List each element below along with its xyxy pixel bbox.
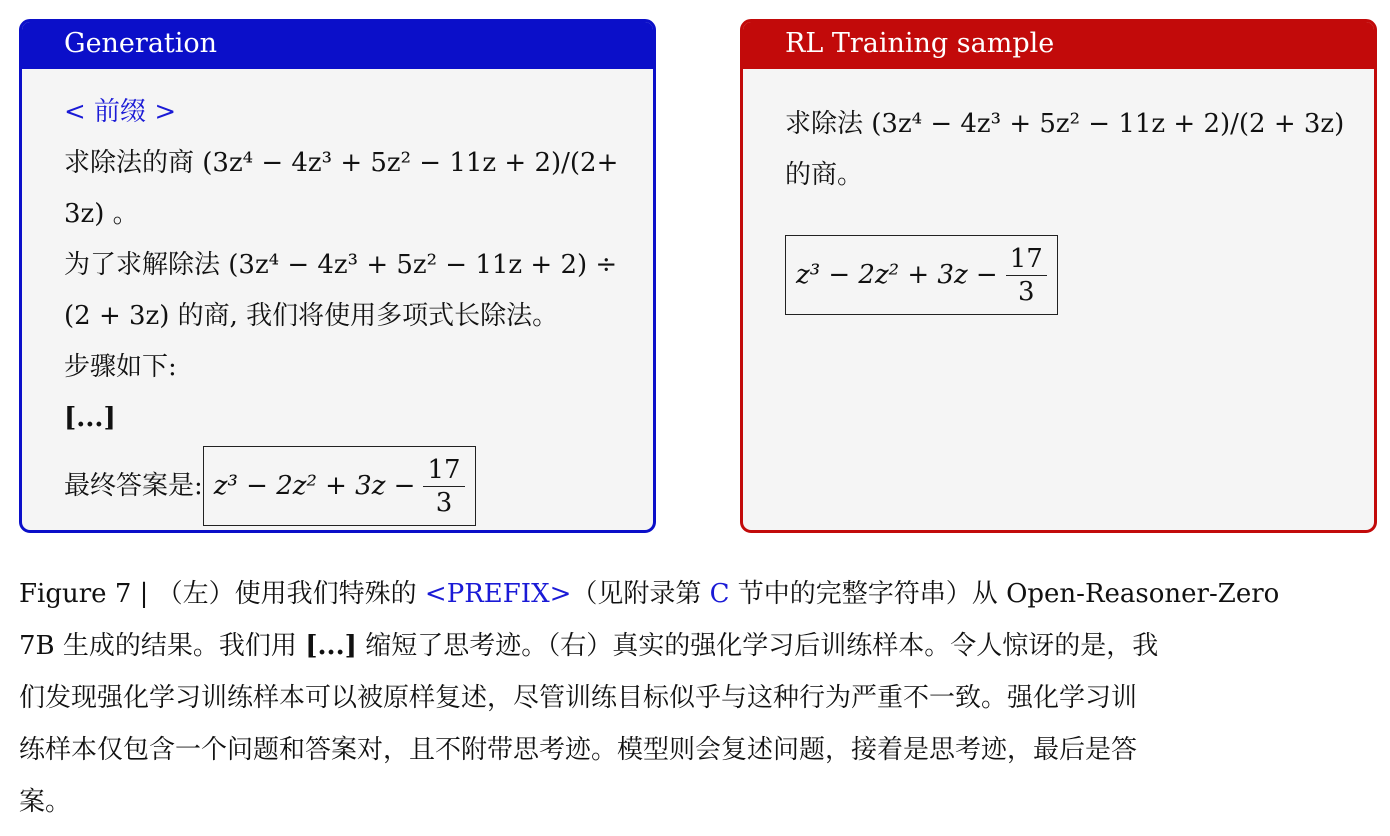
generation-body [22, 69, 653, 526]
figure-caption [19, 568, 1379, 828]
caption-line-1 [19, 568, 1379, 620]
generation-line-3: 为了求解除法 (3z⁴ − 4z³ + 5z² − 11z + 2) ÷ [64, 250, 618, 280]
rl-fraction-denominator: 3 [1017, 276, 1035, 307]
rl-line-1: 求除法 (3z⁴ − 4z³ + 5z² − 11z + 2)/(2 + 3z) [785, 109, 1345, 139]
rl-answer-box [785, 235, 1058, 315]
rl-answer-fraction [1006, 243, 1047, 308]
generation-ellipsis: [...] [64, 403, 116, 433]
caption-line-4: 练样本仅包含一个问题和答案对，且不附带思考迹。模型则会复述问题，接着是思考迹，最后是答 [19, 735, 1138, 765]
generation-answer-fraction [423, 454, 464, 519]
final-answer-label: 最终答案是: [64, 470, 203, 501]
final-answer-line [64, 446, 623, 526]
caption-line-3: 们发现强化学习训练样本可以被原样复述，尽管训练目标似乎与这种行为严重不一致。强化学习训 [19, 683, 1138, 713]
caption-text: Figure 7 | （左）使用我们特殊的 [19, 579, 425, 609]
caption-line-2 [19, 620, 1379, 672]
appendix-c-link[interactable]: C [709, 579, 730, 609]
rl-header: RL Training sample [743, 22, 1374, 69]
rl-answer-expr: z³ − 2z² + 3z − [796, 259, 998, 290]
caption-text: 缩短了思考迹。（右）真实的强化学习后训练样本。令人惊讶的是，我 [356, 631, 1159, 661]
generation-line-5: 步骤如下: [64, 352, 177, 382]
caption-text: 7B 生成的结果。我们用 [19, 631, 306, 661]
caption-ellipsis: [...] [305, 631, 357, 661]
generation-panel [19, 19, 656, 533]
fraction-denominator: 3 [435, 487, 453, 518]
fraction-numerator: 17 [423, 454, 464, 487]
generation-line-2: 3z) 。 [64, 199, 139, 229]
rl-body [743, 69, 1374, 315]
generation-header: Generation [22, 22, 653, 69]
prefix-tag: < 前缀 > [64, 97, 177, 127]
prefix-link[interactable]: <PREFIX> [424, 579, 572, 609]
generation-answer-box [203, 446, 476, 526]
generation-line-1: 求除法的商 (3z⁴ − 4z³ + 5z² − 11z + 2)/(2+ [64, 148, 619, 178]
caption-text: （见附录第 [571, 579, 710, 609]
caption-line-5: 案。 [19, 787, 72, 817]
rl-fraction-numerator: 17 [1006, 243, 1047, 276]
generation-line-4: (2 + 3z) 的商, 我们将使用多项式长除法。 [64, 301, 559, 331]
generation-answer-expr: z³ − 2z² + 3z − [213, 470, 416, 501]
rl-training-panel [740, 19, 1377, 533]
rl-line-2: 的商。 [785, 160, 864, 190]
caption-text: 节中的完整字符串）从 Open-Reasoner-Zero [729, 579, 1280, 609]
